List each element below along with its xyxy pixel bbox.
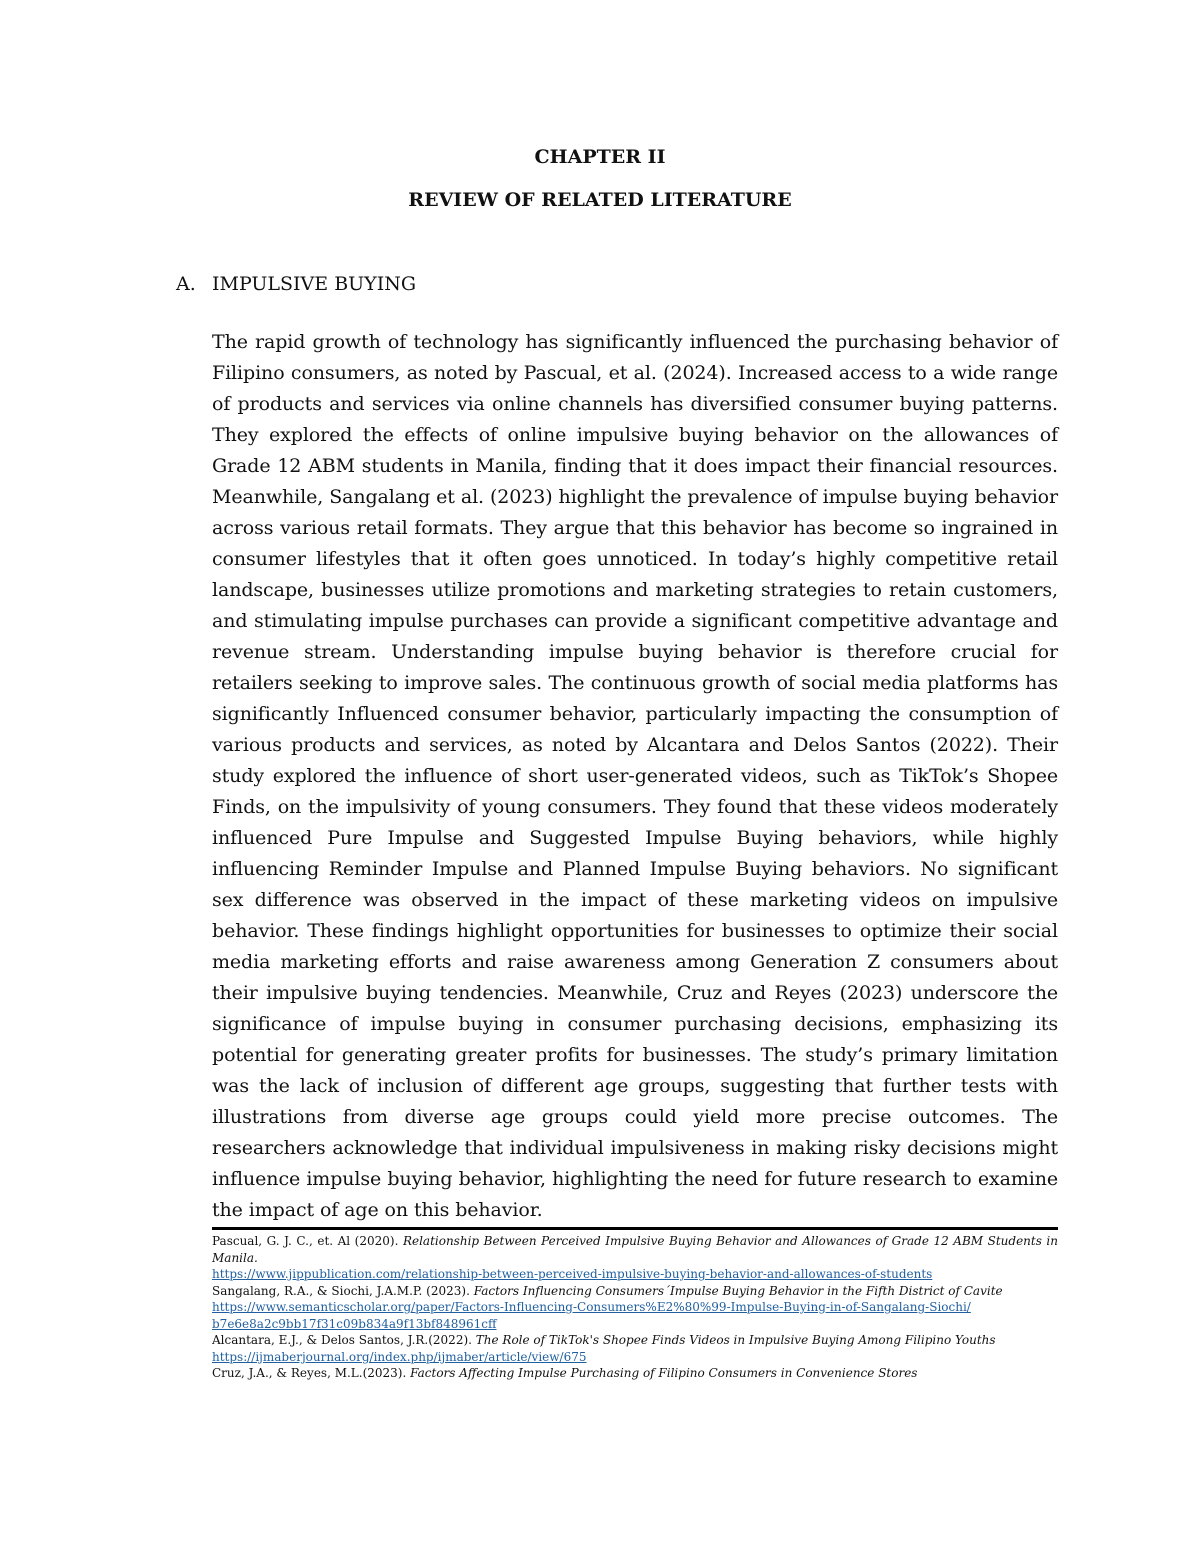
chapter-number: CHAPTER II — [534, 146, 666, 168]
footnote-title: Relationship Between Perceived Impulsive Buying Behavior and Allowances of Grade 12 ABM Students in Manila. — [212, 1234, 1058, 1265]
footnote-cruz — [212, 1365, 1058, 1382]
footnote-sangalang — [212, 1283, 1058, 1333]
footnote-authors: Alcantara, E.J., & Delos Santos, J.R.(2022). — [212, 1333, 476, 1347]
footnotes — [212, 1233, 1058, 1382]
section-title: IMPULSIVE BUYING — [212, 273, 417, 295]
footnote-citation — [212, 1332, 1058, 1349]
footnote-pascual — [212, 1233, 1058, 1283]
footnote-citation — [212, 1283, 1058, 1300]
footnote-citation — [212, 1233, 1058, 1266]
footnote-divider — [212, 1227, 1058, 1230]
footnote-authors: Sangalang, R.A., & Siochi, J.A.M.P. (2023). — [212, 1283, 474, 1298]
footnote-title: Factors Affecting Impulse Purchasing of Filipino Consumers in Convenience Stores — [410, 1366, 918, 1380]
chapter-title: REVIEW OF RELATED LITERATURE — [408, 189, 792, 211]
footnote-link-continuation[interactable]: b7e6e8a2c9bb17f31c09b834a9f13bf848961cff — [212, 1316, 497, 1331]
footnote-authors: Pascual, G. J. C., et. Al (2020). — [212, 1234, 403, 1248]
footnote-title: Factors Influencing Consumers´Impulse Buying Behavior in the Fifth District of Cavite — [473, 1283, 1003, 1298]
body-paragraph: The rapid growth of technology has significantly influenced the purchasing behavior of Filipino consumers, as noted by Pascual, et al. (2024). Increased access to a wide range of products and services via online channels has diversified consumer buying patterns. They explored the effects of online impulsive buying behavior on the allowances of Grade 12 ABM students in Manila, finding that it does impact their financial resources. Meanwhile, Sangalang et al. (2023) highlight the prevalence of impulse buying behavior across various retail formats. They argue that this behavior has become so ingrained in consumer lifestyles that it often goes unnoticed. In today’s highly competitive retail landscape, businesses utilize promotions and marketing strategies to retain customers, and stimulating impulse purchases can provide a significant competitive advantage and revenue stream. Understanding impulse buying behavior is therefore crucial for retailers seeking to improve sales. The continuous growth of social media platforms has significantly Influenced consumer behavior, particularly impacting the consumption of various products and services, as noted by Alcantara and Delos Santos (2022). Their study explored the influence of short user-generated videos, such as TikTok’s Shopee Finds, on the impulsivity of young consumers. They found that these videos moderately influenced Pure Impulse and Suggested Impulse Buying behaviors, while highly influencing Reminder Impulse and Planned Impulse Buying behaviors. No significant sex difference was observed in the impact of these marketing videos on impulsive behavior. These findings highlight opportunities for businesses to optimize their social media marketing efforts and raise awareness among Generation Z consumers about their impulsive buying tendencies. Meanwhile, Cruz and Reyes (2023) underscore the significance of impulse buying in consumer purchasing decisions, emphasizing its potential for generating greater profits for businesses. The study’s primary limitation was the lack of inclusion of different age groups, suggesting that further tests with illustrations from diverse age groups could yield more precise outcomes. The researchers acknowledge that individual impulsiveness in making risky decisions might influence impulse buying behavior, highlighting the need for future research to examine the impact of age on this behavior. — [212, 331, 1058, 1221]
footnote-link[interactable]: https://www.semanticscholar.org/paper/Factors-Influencing-Consumers%E2%80%99-Impulse-Buying-in-of-Sangalang-Siochi/ — [212, 1300, 971, 1314]
footnote-authors: Cruz, J.A., & Reyes, M.L.(2023). — [212, 1366, 411, 1380]
footnote-alcantara — [212, 1332, 1058, 1365]
section-heading — [176, 270, 416, 298]
section-letter: A. — [176, 273, 196, 295]
footnote-link[interactable]: https://www.jippublication.com/relationship-between-perceived-impulsive-buying-behavior-and-allowances-of-students — [212, 1267, 933, 1281]
footnote-citation — [212, 1365, 1058, 1382]
footnote-title: The Role of TikTok's Shopee Finds Videos in Impulsive Buying Among Filipino Youths — [475, 1333, 996, 1347]
footnote-link[interactable]: https://ijmaberjournal.org/index.php/ijmaber/article/view/675 — [212, 1349, 587, 1364]
